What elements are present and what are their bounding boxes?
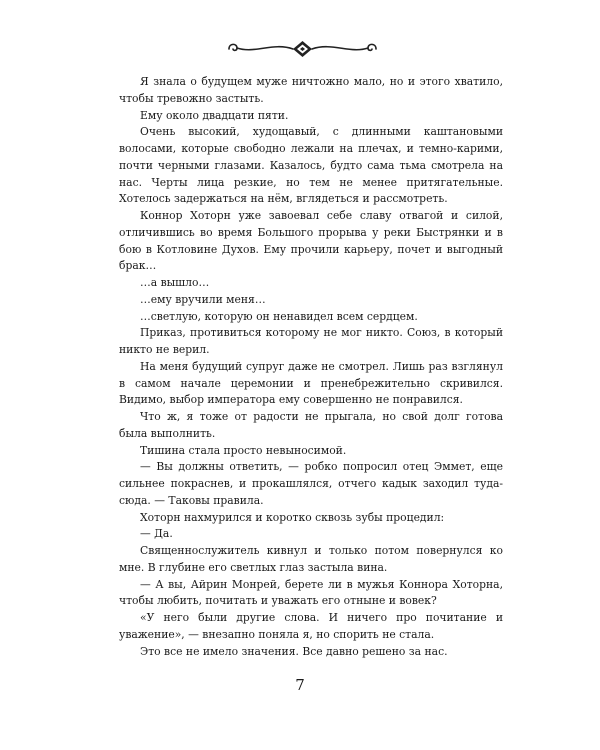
paragraph: Очень высокий, худощавый, с длинными каштановыми волосами, которые свободно лежали на плечах, и темно-карими, почти черными глазами. Казалось, будто сама тьма смотрела на нас. Черты лица резкие, но тем не менее притягательные. Хотелось задержаться на нём, вглядеться и рассмотреть.: [119, 125, 503, 206]
paragraph: На меня будущий супруг даже не смотрел. Лишь раз взглянул в самом начале церемонии и пренебрежительно скривился. Видимо, выбор императора ему совершенно не понравился.: [119, 359, 503, 407]
paragraph: Это все не имело значения. Все давно решено за нас.: [140, 644, 448, 658]
paragraph: Ему около двадцати пяти.: [140, 108, 289, 122]
paragraph: Тишина стала просто невыносимой.: [140, 443, 347, 457]
paragraph: — Да.: [140, 527, 173, 541]
paragraph: Я знала о будущем муже ничтожно мало, но и этого хватило, чтобы тревожно застыть.: [119, 75, 503, 105]
paragraph: Приказ, противиться которому не мог никто. Союз, в который никто не верил.: [119, 326, 503, 356]
paragraph: «У него были другие слова. И ничего про почитание и уважение», — внезапно поняла я, но спорить не стала.: [119, 611, 503, 641]
flourish-ornament-icon: [225, 38, 380, 60]
paragraph: Что ж, я тоже от радости не прыгала, но свой долг готова была выполнить.: [119, 410, 503, 440]
paragraph: Коннор Хоторн уже завоевал себе славу отвагой и силой, отличившись во время Большого прорыва у реки Быстрянки и в бою в Котловине Духов. Ему прочили карьеру, почет и выгодный брак…: [119, 209, 503, 273]
paragraph: …ему вручили меня…: [140, 292, 266, 306]
paragraph: — Вы должны ответить, — робко попросил отец Эммет, еще сильнее покраснев, и прокашлялся, отчего кадык заходил туда-сюда. — Таковы правила.: [119, 460, 503, 507]
page-number: 7: [295, 676, 305, 694]
body-text: [119, 74, 503, 660]
paragraph: — А вы, Айрин Монрей, берете ли в мужья Коннора Хоторна, чтобы любить, почитать и уважать его отныне и вовек?: [119, 577, 503, 608]
paragraph: …светлую, которую он ненавидел всем сердцем.: [140, 309, 418, 323]
paragraph: Священнослужитель кивнул и только потом повернулся ко мне. В глубине его светлых глаз застыла вина.: [119, 544, 503, 574]
paragraph: …а вышло…: [140, 276, 210, 289]
paragraph: Хоторн нахмурился и коротко сквозь зубы процедил:: [140, 510, 445, 524]
